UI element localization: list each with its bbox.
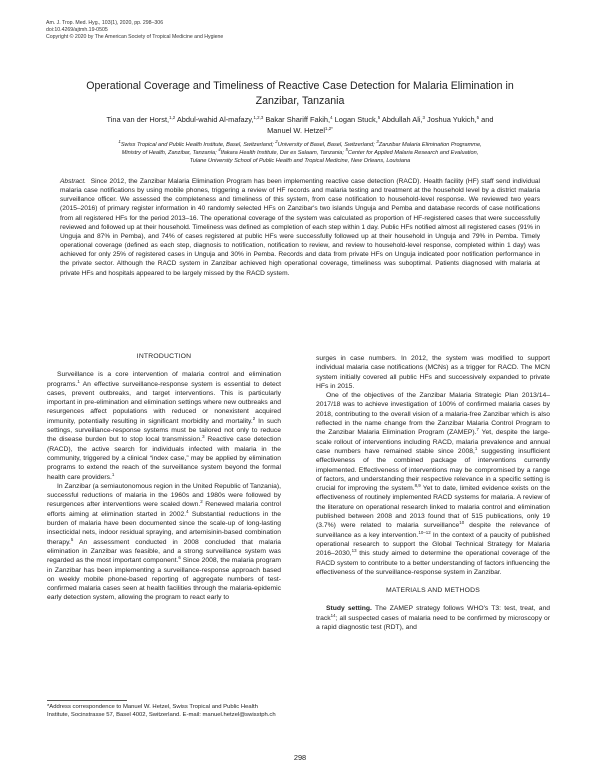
citation-ref: 14 [330,612,336,618]
text-run: despite the relevance of surveillance as a key intervention. [316,522,550,539]
footnote-marker: * [47,704,50,710]
author-name: Logan Stuck, [332,115,378,124]
text-run: An effective surveillance-response system is essential to detect cases, prevent outbreaks, and target interventions. This is particularly important in pre-elimination and elimination settings where new outbreaks and resurgences affect populations with reduced or nonexistent acquired immunity, potentially resulting in significant morbidity and mortality. [47,380,281,425]
author-affil-ref: 5 [377,115,381,120]
author-affil-ref: 4 [330,115,333,120]
citation-ref: 1 [474,445,478,451]
citation-ref: 1 [77,378,80,384]
abstract [60,177,540,278]
doi: doi:10.4269/ajtmh.19-0505 [46,27,108,33]
affil-text: Ministry of Health, Zanzibar, Tanzania; [121,150,217,157]
text-run: ; all suspected cases of malaria need to be confirmed by microscopy or a rapid diagnostic test (RDT), and [316,614,550,632]
author-name: Tina van der Horst, [106,115,170,124]
affil-text: Swiss Tropical and Public Health Institute, Basel, Switzerland; [120,142,274,148]
abstract-label: Abstract. [60,178,87,185]
author-affil-ref: 1,2* [325,125,333,131]
text-run: Surveillance is a core intervention of malaria control and elimination programs. [47,371,281,388]
correspondence-footnote [47,703,281,719]
affil-text: Ifakara Health Institute, Dar es Salaam, Tanzania; [220,150,344,157]
citation-ref: 2 [252,415,256,421]
author-affil-ref: 5 [476,115,480,120]
affiliation-line-3: Tulane University School of Public Health and Tropical Medicine, New Orleans, Louisiana [189,158,411,165]
text-run: suggesting insufficient effectiveness of the combined package of interventions currently implemented. Effectiveness of interventions may be compromised by a range of factors, and understanding their respective relevance in a specific setting is crucial for improving the system. [316,447,550,493]
text-run: In Zanzibar (a semiautonomous region in the United Republic of Tanzania), successful reductions of malaria in the 1960s and 1980s were followed by resurgences after interventions were scaled down. [47,482,281,509]
citation-ref: 10 [459,520,465,526]
author-affil-ref: 3 [422,115,425,120]
paragraph: surges in case numbers. In 2012, the system was modified to support individual malaria case notifications (MCNs) as a trigger for RACD. The MCN system initially covered all public HFs and successively expanded to private HFs in 2015. [316,355,550,390]
subsection-runin: Study setting. [326,605,372,613]
citation-ref: 8,9 [414,483,421,489]
text-run: One of the objectives of the Zanzibar Malaria Strategic Plan 2013/14–2017/18 was to achieve investigation of 100% of confirmed malaria cases by 2018, contributing to the overall vision of a malaria-free Zanzibar which is also reflected in the name change from the Zanzibar Malaria Control Program to the Zanzibar Malaria Elimination Program (ZAMEP). [316,392,550,437]
author-line-2 [40,126,560,137]
citation-ref: 6 [178,555,181,561]
paragraph [47,370,281,482]
citation-ref: 4 [186,508,189,514]
text-run: An assessment conducted in 2008 concluded that malaria elimination in Zanzibar was feasible, and a strong surveillance system was regarded as the most important component. [47,538,281,565]
affil-number: 2 [275,139,278,144]
text-run: Since 2008, the malaria program in Zanzibar has been implementing a surveillance-response approach based on weekly mobile phone-based reporting of aggregate numbers of test-confirmed malaria cases seen at health facilities through the malaria-epidemic early detection system, allowing the program to react early to [47,557,281,602]
page-number: 298 [293,753,307,762]
paragraph [316,604,550,632]
citation-ref: 5 [70,536,74,542]
title-line-2: Zanzibar, Tanzania [255,95,345,107]
author-conjunction: and [479,115,494,124]
text-run: Renewed malaria control efforts aiming at elimination started in 2002. [47,501,281,518]
right-column [316,354,550,632]
affiliations [46,141,554,166]
citation-ref: 2 [200,499,203,505]
abstract-text: Since 2012, the Zanzibar Malaria Elimination Program has been implementing reactive case detection (RACD). Health facility (HF) staff send individual malaria case notifications by using mobile phones, triggering a review of HF records and malaria testing and treatment at the household level by a district malaria surveillance officer. We assessed the completeness and timeliness of this system, from case notification to household-level response. We reviewed two years (2015–2016) of primary register information in 40 randomly selected HFs on Zanzibar's two islands Unguja and Pemba and database records of case notifications from all registered HFs for the period 2013–16. The operational coverage of the system was calculated as proportion of HF-registered cases that were successfully reviewed and followed up at their household. Timeliness was defined as completion of each step within 1 day. Public HFs notified almost all registered cases (91% in Unguja and 87% in Pemba), and 74% of cases registered at public HFs were successfully followed up at their household in Unguja and 79% in Pemba. Timely operational coverage (defined as each step, diagnosis to notification, notification to review, and review to household-level response, completed within 1 day) was achieved for only 25% of registered cases in Unguja and 30% in Pemba. Records and data from private HFs on Unguja indicated poor notification performance in the private sector. Although the RACD system in Zanzibar achieved high operational coverage, timeliness was suboptimal. Patients diagnosed with malaria at private HFs and hospitals appeared to be largely missed by the RACD system. [60,178,540,277]
affiliation-line-2 [46,149,554,157]
journal-citation: Am. J. Trop. Med. Hyg., 103(1), 2020, pp. 298–306 [46,20,164,26]
affiliation-line-1 [46,141,554,149]
citation-ref: 10–12 [418,529,431,535]
section-heading-introduction: INTRODUCTION [136,353,192,360]
text-run: Yet, despite the large-scale rollout of interventions including RACD, malaria prevalence and annual case numbers have remained stable since 2008, [316,429,550,455]
author-name: Manuel W. Hetzel [267,125,326,135]
text-run: In such settings, surveillance-response systems must be tailored not only to reduce the disease burden but to stop local transmission. [47,417,281,444]
affil-text: Center for Applied Malaria Research and Evaluation, [347,150,479,157]
citation-ref: 7 [476,427,479,433]
copyright: Copyright © 2020 by The American Society of Tropical Medicine and Hygiene [46,34,224,40]
left-column [47,352,281,603]
title-line-1: Operational Coverage and Timeliness of Reactive Case Detection for Malaria Elimination in [86,80,514,92]
author-name: Joshua Yukich, [425,115,477,124]
author-line-1 [40,115,560,126]
affil-number: 3 [376,139,379,144]
paragraph [47,482,281,603]
citation-ref: 13 [351,548,357,554]
text-run: Yet to date, limited evidence exists on the effectiveness of routinely implemented RACD systems for malaria. A review of the literature on operational research linked to malaria control and elimination published between 2008 and 2013 found that of 515 publications, only 19 (3.7%) were related to malaria surveillance [316,485,550,530]
affil-number: 1 [118,139,121,144]
citation-ref: 1 [111,471,115,477]
footnote-rule [47,700,127,701]
text-run: Reactive case detection (RACD), the active search for individuals infected with malaria in the community, triggered by a clinical “index case,” may be applied by elimination programs to extend the reach of the surveillance system beyond the formal health care providers. [47,436,281,481]
affil-number: 5 [345,147,348,153]
author-affil-ref: 1,2 [169,115,176,120]
author-affil-ref: 1,2,3 [253,115,264,120]
paragraph [316,391,550,577]
author-name: Abdul-wahid Al-mafazy, [175,115,254,124]
text-run: The ZAMEP strategy follows WHO's T3: test, treat, and track [316,605,550,622]
section-heading-methods: MATERIALS AND METHODS [386,587,480,595]
footnote-text: Address correspondence to Manuel W. Hetzel, Swiss Tropical and Public Health Institute, Socinstrasse 57, Basel 4002, Switzerland. E-mail: manuel.hetzel@swisstph.ch [47,704,276,718]
affil-text: Zanzibar Malaria Elimination Programme, [378,142,482,148]
author-list [40,115,560,136]
author-name: Abdullah Ali, [380,115,423,124]
affil-text: University of Basel, Basel, Switzerland; [277,142,375,148]
text-run: this study aimed to determine the operational coverage of the RACD system to contribute to a better understanding of factors influencing the effectiveness of the surveillance-response system in Zanzibar. [316,550,550,576]
running-header [46,20,223,41]
affil-number: 4 [218,147,221,153]
text-run: Substantial reductions in the burden of malaria have been documented since the scale-up of long-lasting insecticidal nets, indoor residual spraying, and artemisinin-based combination therapy. [47,510,281,546]
text-run: In the context of a paucity of published operational research to support the Global Technical Strategy for Malaria 2016–2030, [316,531,550,558]
article-title [40,79,560,109]
citation-ref: 3 [202,434,205,440]
author-name: Bakar Shariff Fakih, [263,115,331,124]
